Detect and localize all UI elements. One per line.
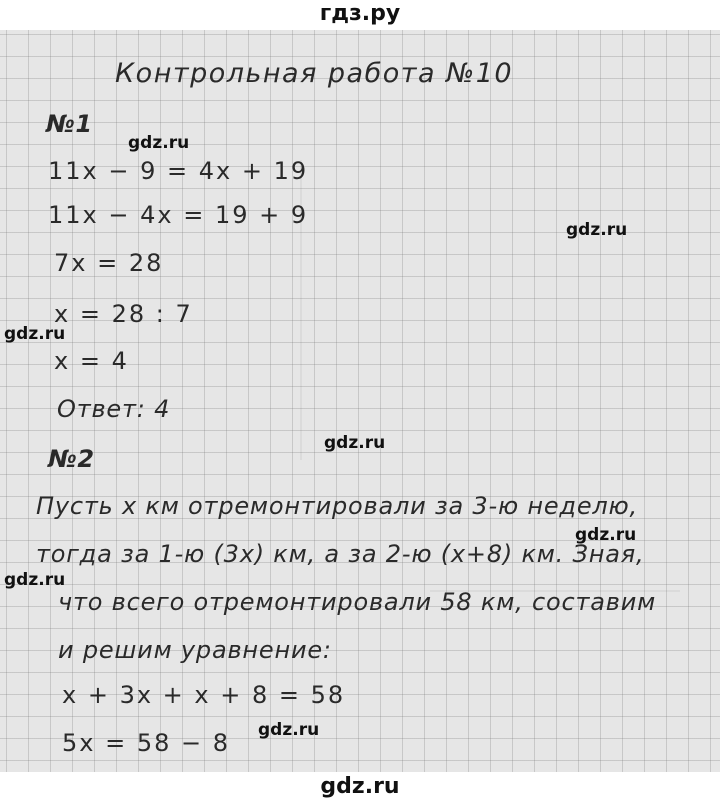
- task1-line-3: 7x = 28: [54, 249, 164, 277]
- bleed-through-1: [300, 160, 652, 460]
- watermark-3: gdz.ru: [4, 324, 66, 344]
- watermark-1: gdz.ru: [128, 133, 190, 153]
- watermark-4: gdz.ru: [324, 433, 386, 453]
- notebook-page: [0, 30, 720, 772]
- page-title: Контрольная работа №10: [115, 58, 514, 89]
- task2-equation-1: x + 3x + x + 8 = 58: [62, 681, 346, 709]
- watermark-7: gdz.ru: [258, 720, 320, 740]
- task1-answer: Ответ: 4: [57, 395, 171, 423]
- footer-site-name: gdz.ru: [0, 772, 720, 802]
- task1-line-5: x = 4: [54, 347, 129, 375]
- watermark-2: gdz.ru: [566, 220, 628, 240]
- task2-text-line-3: что всего отремонтировали 58 км, составим: [58, 588, 656, 616]
- watermark-6: gdz.ru: [4, 570, 66, 590]
- watermark-5: gdz.ru: [575, 525, 637, 545]
- task1-line-4: x = 28 : 7: [54, 300, 193, 328]
- task1-line-2: 11x − 4x = 19 + 9: [48, 201, 309, 229]
- task1-line-1: 11x − 9 = 4x + 19: [48, 157, 309, 185]
- task1-number: №1: [46, 110, 93, 138]
- task2-number: №2: [48, 445, 95, 473]
- task2-text-line-4: и решим уравнение:: [58, 636, 332, 664]
- task2-equation-2: 5x = 58 − 8: [62, 729, 231, 757]
- header-site-name: гдз.ру: [0, 0, 720, 30]
- task2-text-line-2: тогда за 1-ю (3x) км, а за 2-ю (x+8) км. Зная,: [36, 540, 645, 568]
- task2-text-line-1: Пусть x км отремонтировали за 3-ю неделю,: [36, 492, 638, 520]
